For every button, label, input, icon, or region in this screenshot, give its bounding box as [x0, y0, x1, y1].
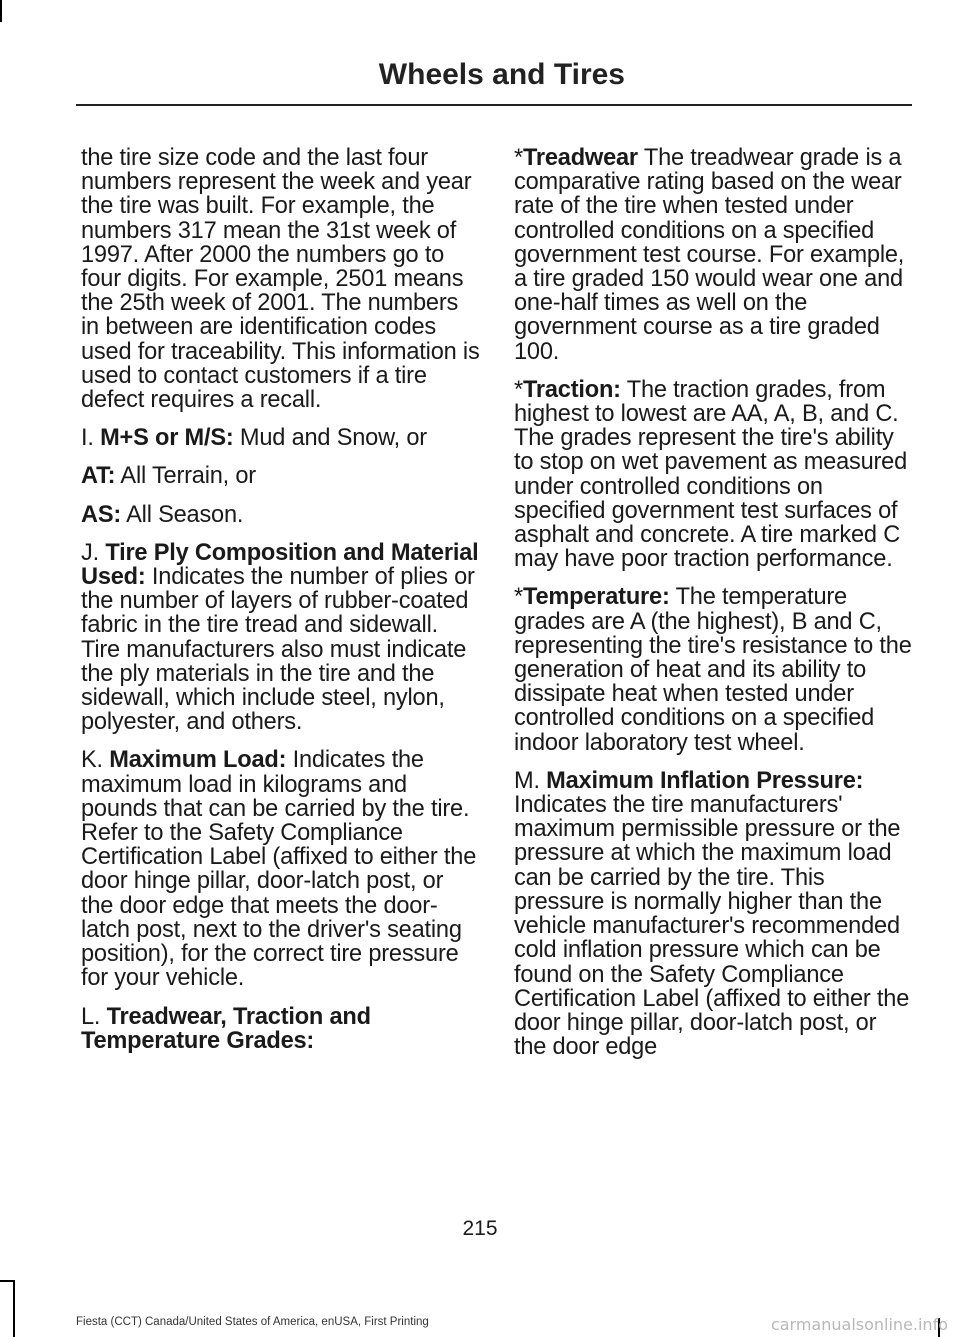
page-number: 215 — [462, 1217, 498, 1240]
item-l-paragraph — [81, 1005, 481, 1053]
item-l-term: Treadwear, Traction and Temperature Grades: — [81, 1003, 371, 1054]
crop-mark-bottom-left — [0, 1280, 14, 1282]
temperature-paragraph — [514, 585, 914, 754]
all-terrain-term: AT: — [81, 463, 116, 490]
temperature-term: Temperature: — [522, 584, 670, 611]
item-j-text: Indicates the number of plies or the number of layers of rubber-coated fabric in the tire tread and sidewall. Tire manufacturers also must indicate the ply materials in the tire and the sidewall, which include steel, nylon, polyester, and others. — [81, 564, 475, 736]
item-k-paragraph — [81, 748, 481, 990]
item-i-text: Mud and Snow, or — [239, 425, 427, 452]
all-terrain-text: All Terrain, or — [120, 463, 256, 490]
item-j-term: Tire Ply Composition and Material Used: — [81, 539, 479, 591]
right-column — [514, 146, 914, 1073]
item-l-prefix: L. — [81, 1003, 101, 1030]
tire-date-code-paragraph: the tire size code and the last four numbers represent the week and year the tire was built. For example, the numbers 317 mean the 31st week of 1997. After 2000 the numbers go to four digits. For example, 2501 means the 25th week of 2001. The numbers in between are identification codes used for traceability. This information is used to contact customers if a tire defect requires a recall. — [81, 145, 480, 414]
item-j-prefix: J. — [81, 539, 99, 566]
all-terrain-paragraph — [81, 464, 481, 488]
traction-paragraph — [514, 378, 914, 572]
all-season-term: AS: — [81, 501, 122, 528]
treadwear-prefix: * — [514, 145, 523, 171]
treadwear-text: The treadwear grade is a comparative rating based on the wear rate of the tire when tested under controlled conditions on a specified government test course. For example, a tire graded 150 would wear one and one-half times as well on the government course as a tire graded 100. — [514, 145, 905, 365]
item-i-prefix: I. — [81, 425, 94, 452]
print-info: Fiesta (CCT) Canada/United States of America, enUSA, First Printing — [76, 1316, 429, 1328]
item-m-paragraph — [514, 769, 914, 1059]
item-m-term: Maximum Inflation Pressure: — [546, 767, 864, 794]
item-m-prefix: M. — [514, 767, 540, 794]
watermark: carmanualsonline.info — [770, 1315, 948, 1334]
item-m-text: Indicates the tire manufacturers' maximum permissible pressure or the pressure at which the maximum load can be carried by the tire. This pressure is normally higher than the vehicle manufacturer's recommended cold inflation pressure which can be found on the Safety Compliance Certification Label (affixed to either the door hinge pillar, door-latch post, or the door edge — [514, 792, 910, 1061]
item-i-term: M+S or M/S: — [100, 425, 234, 452]
header-divider — [76, 104, 912, 106]
temperature-text: The temperature grades are A (the highest), B and C, representing the tire's resistance to the generation of heat and its ability to dissipate heat when tested under controlled conditions on a specified indoor laboratory test wheel. — [514, 584, 912, 756]
traction-prefix: * — [514, 376, 523, 403]
item-k-term: Maximum Load: — [109, 747, 287, 774]
temperature-prefix: * — [514, 584, 523, 611]
item-k-prefix: K. — [81, 747, 103, 774]
treadwear-paragraph — [514, 146, 914, 364]
item-j-paragraph — [81, 541, 481, 735]
crop-mark-top-left — [0, 0, 2, 22]
treadwear-term: Treadwear — [522, 145, 638, 171]
traction-term: Traction: — [522, 376, 621, 403]
page-title: Wheels and Tires — [378, 58, 625, 91]
item-k-text: Indicates the maximum load in kilograms and pounds that can be carried by the tire. Refer to the Safety Compliance Certification Label (affixed to either the door hinge pillar, door-latch post, or the door edge that meets the door-latch post, next to the driver's seating position), for the correct tire pressure for your vehicle. — [81, 747, 477, 992]
all-season-paragraph — [81, 503, 481, 527]
crop-mark-bottom-left-vertical — [13, 1280, 15, 1337]
all-season-text: All Season. — [126, 501, 244, 528]
item-i-paragraph — [81, 426, 481, 450]
traction-text: The traction grades, from highest to lowest are AA, A, B, and C. The grades represent the tire's ability to stop on wet pavement as measured under controlled conditions on specified government test surfaces of asphalt and concrete. A tire marked C may have poor traction performance. — [514, 376, 908, 573]
left-column — [81, 146, 481, 1067]
